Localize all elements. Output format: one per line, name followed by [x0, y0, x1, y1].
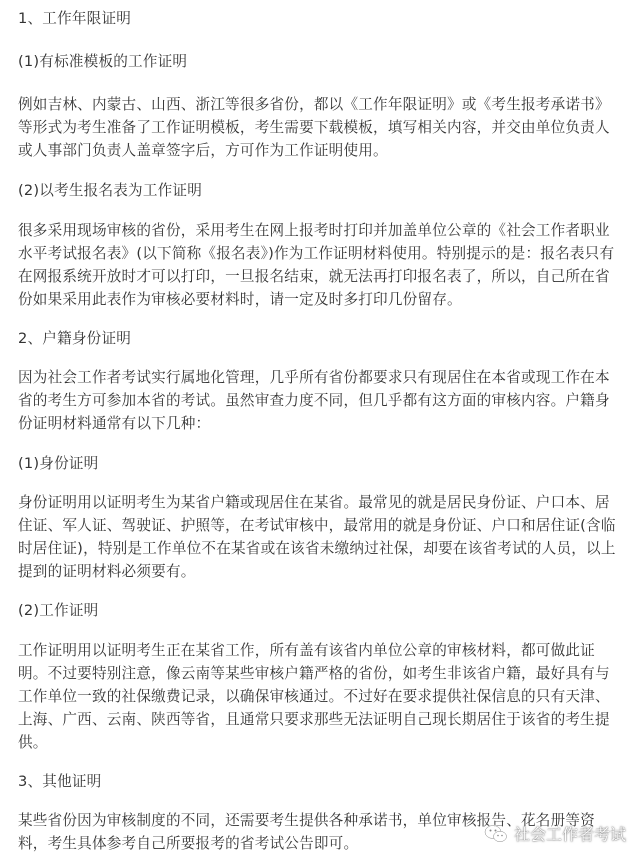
paragraph-line: 水平考试报名表》(以下简称《报名表》)作为工作证明材料使用。特别提示的是：报名表只有 — [18, 245, 615, 262]
paragraph-line: 因为社会工作者考试实行属地化管理，几乎所有省份都要求只有现居住在本省或现工作在本 — [18, 369, 610, 386]
paragraph-line: 供。 — [18, 734, 48, 751]
paragraph-line: 在网报系统开放时才可以打印，一旦报名结束，就无法再打印报名表了，所以，自己所在省 — [18, 268, 610, 285]
paragraph-line: 提到的证明材料必须要有。 — [18, 563, 196, 580]
paragraph-line: 省的考生方可参加本省的考试。虽然审查力度不同，但几乎都有这方面的审核内容。户籍身 — [18, 392, 610, 409]
paragraph-line: 工作单位一致的社保缴费记录，以确保审核通过。不过好在要求提供社保信息的只有天津、 — [18, 688, 610, 705]
wechat-icon — [484, 824, 508, 844]
paragraph-line: 等形式为考生准备了工作证明模板，考生需要下载模板，填写相关内容，并交由单位负责人 — [18, 119, 610, 136]
watermark-text: 社会工作者考试 — [513, 825, 626, 844]
paragraph-line: 上海、广西、云南、陕西等省，且通常只要求那些无法证明自己现长期居住于该省的考生提 — [18, 711, 610, 728]
paragraph-line: 身份证明用以证明考生为某省户籍或现居住在某省。最常见的就是居民身份证、户口本、居 — [18, 494, 610, 511]
paragraph-line: 工作证明用以证明考生正在某省工作，所有盖有该省内单位公章的审核材料，都可做此证 — [18, 642, 595, 659]
section-heading-2: 2、户籍身份证明 — [18, 330, 132, 347]
paragraph-line: 料，考生具体参考自己所要报考的省考试公告即可。 — [18, 835, 359, 852]
subheading-registration-form: (2)以考生报名表为工作证明 — [18, 182, 203, 199]
section-heading-1: 1、工作年限证明 — [18, 10, 132, 27]
section-heading-3: 3、其他证明 — [18, 773, 102, 790]
subheading-identity-proof: (1)身份证明 — [18, 455, 99, 472]
paragraph-line: 时居住证)，特别是工作单位不在某省或在该省未缴纳过社保，却要在该省考试的人员，以上 — [18, 540, 616, 557]
paragraph-line: 明。不过要特别注意，像云南等某些审核户籍严格的省份，如考生非该省户籍，最好具有与 — [18, 665, 610, 682]
paragraph-line: 某些省份因为审核制度的不同，还需要考生提供各种承诺书，单位审核报告、花名册等资 — [18, 812, 595, 829]
watermark — [484, 822, 626, 845]
paragraph-line: 很多采用现场审核的省份，采用考生在网上报考时打印并加盖单位公章的《社会工作者职业 — [18, 222, 610, 239]
subheading-work-proof: (2)工作证明 — [18, 602, 99, 619]
paragraph-line: 份如果采用此表作为审核必要材料时，请一定及时多打印几份留存。 — [18, 291, 462, 308]
paragraph-line: 住证、军人证、驾驶证、护照等，在考试审核中，最常用的就是身份证、户口和居住证(含临 — [18, 517, 616, 534]
paragraph-line: 份证明材料通常有以下几种： — [18, 415, 211, 432]
paragraph-line: 例如吉林、内蒙古、山西、浙江等很多省份，都以《工作年限证明》或《考生报考承诺书》 — [18, 96, 610, 113]
paragraph-line: 或人事部门负责人盖章签字后，方可作为工作证明使用。 — [18, 142, 388, 159]
subheading-standard-template: (1)有标准模板的工作证明 — [18, 53, 188, 70]
